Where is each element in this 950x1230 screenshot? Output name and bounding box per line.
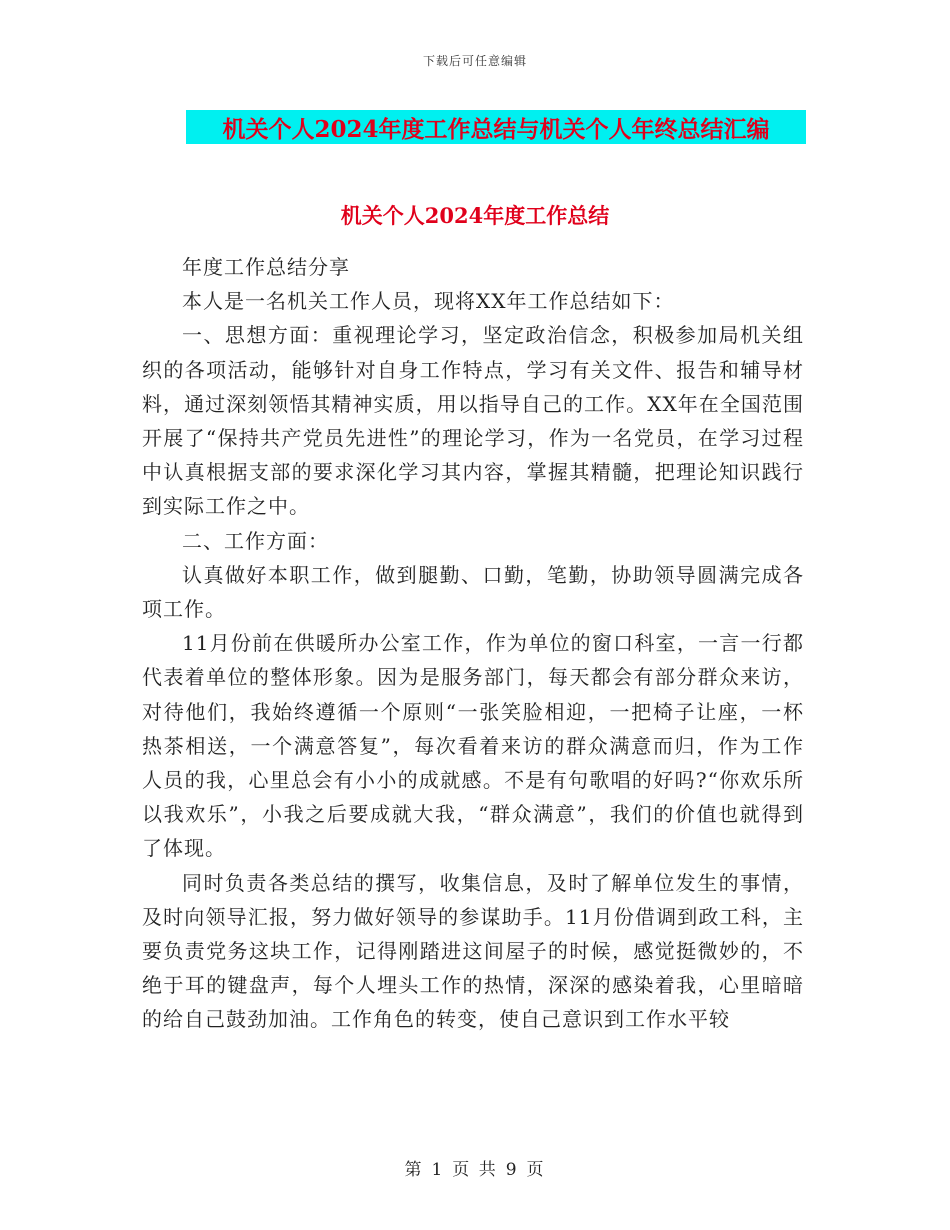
page-footer [0,1155,950,1180]
main-title-highlight [186,110,806,144]
paragraph: 一、思想方面：重视理论学习，坚定政治信念，积极参加局机关组织的各项活动，能够针对自身工作特点，学习有关文件、报告和辅导材料，通过深刻领悟其精神实质，用以指导自己的工作。XX年在全国范围开展了“保持共产党员先进性”的理论学习，作为一名党员，在学习过程中认真根据支部的要求深化学习其内容，掌握其精髓，把理论知识践行到实际工作之中。 [142,323,804,519]
paragraph: 认真做好本职工作，做到腿勤、口勤，笔勤，协助领导圆满完成各项工作。 [142,562,804,622]
paragraph: 本人是一名机关工作人员，现将XX年工作总结如下： [182,289,675,314]
footer-page-number: 1 [431,1160,445,1180]
paragraph: 同时负责各类总结的撰写，收集信息，及时了解单位发生的事情，及时向领导汇报，努力做好领导的参谋助手。11月份借调到政工科，主要负责党务这块工作，记得刚踏进这间屋子的时候，感觉挺微妙的，不绝于耳的键盘声，每个人埋头工作的热情，深深的感染着我，心里暗暗的给自己鼓劲加油。工作角色的转变，使自己意识到工作水平较 [142,870,804,1032]
main-title: 机关个人2024年度工作总结与机关个人年终总结汇编 [222,115,770,143]
sub-title: 机关个人2024年度工作总结 [340,203,610,228]
paragraph: 11月份前在供暖所办公室工作，作为单位的窗口科室，一言一行都代表着单位的整体形象。因为是服务部门，每天都会有部分群众来访，对待他们，我始终遵循一个原则“一张笑脸相迎，一把椅子让座，一杯热茶相送，一个满意答复”，每次看着来访的群众满意而归，作为工作人员的我，心里总会有小小的成就感。不是有句歌唱的好吗?“你欢乐所以我欢乐”，小我之后要成就大我，“群众满意”，我们的价值也就得到了体现。 [142,631,804,861]
paragraph: 年度工作总结分享 [182,255,350,279]
footer-prefix: 第 [404,1160,424,1180]
footer-suffix: 页 [526,1160,546,1180]
footer-total-pages: 9 [505,1160,519,1180]
footer-mid: 页 共 [452,1160,498,1180]
body-text [142,250,804,1037]
paragraph: 二、工作方面： [182,528,329,553]
header-note: 下载后可任意编辑 [422,54,527,68]
